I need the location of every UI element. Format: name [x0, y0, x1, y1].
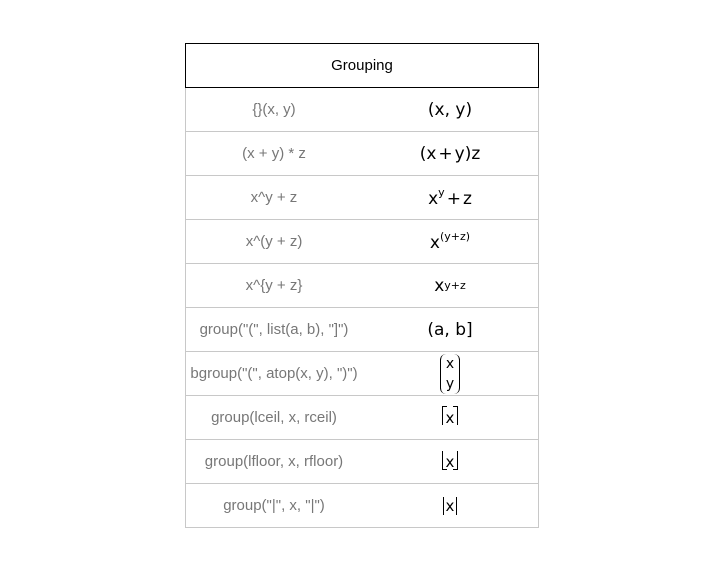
- expression-cell: {}(x, y): [186, 88, 363, 132]
- expression-cell: group("(", list(a, b), "]"): [186, 308, 363, 352]
- floor-bracket-icon: x: [442, 453, 459, 471]
- atop-stack: x y: [445, 355, 455, 392]
- rendered-math: $x^{(y+z)}$: [429, 229, 471, 253]
- abs-bars-icon: x: [443, 497, 458, 515]
- table-row: [186, 132, 539, 176]
- rendered-math: (a, b]: [427, 319, 473, 340]
- expression-cell: (x + y) * z: [186, 132, 363, 176]
- rendered-cell: [362, 132, 539, 176]
- table-title: Grouping: [186, 44, 539, 88]
- expression-cell: group(lfloor, x, rfloor): [186, 440, 363, 484]
- expression-cell: x^(y + z): [186, 220, 363, 264]
- rendered-cell: [362, 88, 539, 132]
- right-paren-icon: [454, 354, 460, 394]
- rendered-cell: [362, 484, 539, 528]
- table-row: [186, 308, 539, 352]
- expression-cell: x^y + z: [186, 176, 363, 220]
- rendered-math: $x^y + z$: [428, 185, 472, 209]
- ceil-bracket-icon: x: [442, 409, 459, 427]
- table-row: [186, 220, 539, 264]
- rendered-cell: [362, 308, 539, 352]
- rendered-cell: [362, 176, 539, 220]
- rendered-cell: [362, 440, 539, 484]
- table-row: [186, 484, 539, 528]
- expression-cell: bgroup("(", atop(x, y), ")"): [186, 352, 363, 396]
- rendered-cell: [362, 352, 539, 396]
- rendered-cell: [362, 220, 539, 264]
- table-row: [186, 176, 539, 220]
- rendered-math: (x + y)z: [419, 143, 481, 164]
- expression-cell: x^{y + z}: [186, 264, 363, 308]
- table-row: [186, 88, 539, 132]
- table-row: [186, 440, 539, 484]
- table-row: [186, 396, 539, 440]
- table-row: [186, 352, 539, 396]
- rendered-math: (x, y): [427, 99, 473, 120]
- grouping-table: [185, 43, 539, 528]
- expression-cell: group(lceil, x, rceil): [186, 396, 363, 440]
- rendered-cell: [362, 264, 539, 308]
- rendered-math: xy+z: [434, 275, 466, 296]
- rendered-cell: [362, 396, 539, 440]
- expression-cell: group("|", x, "|"): [186, 484, 363, 528]
- table-row: [186, 264, 539, 308]
